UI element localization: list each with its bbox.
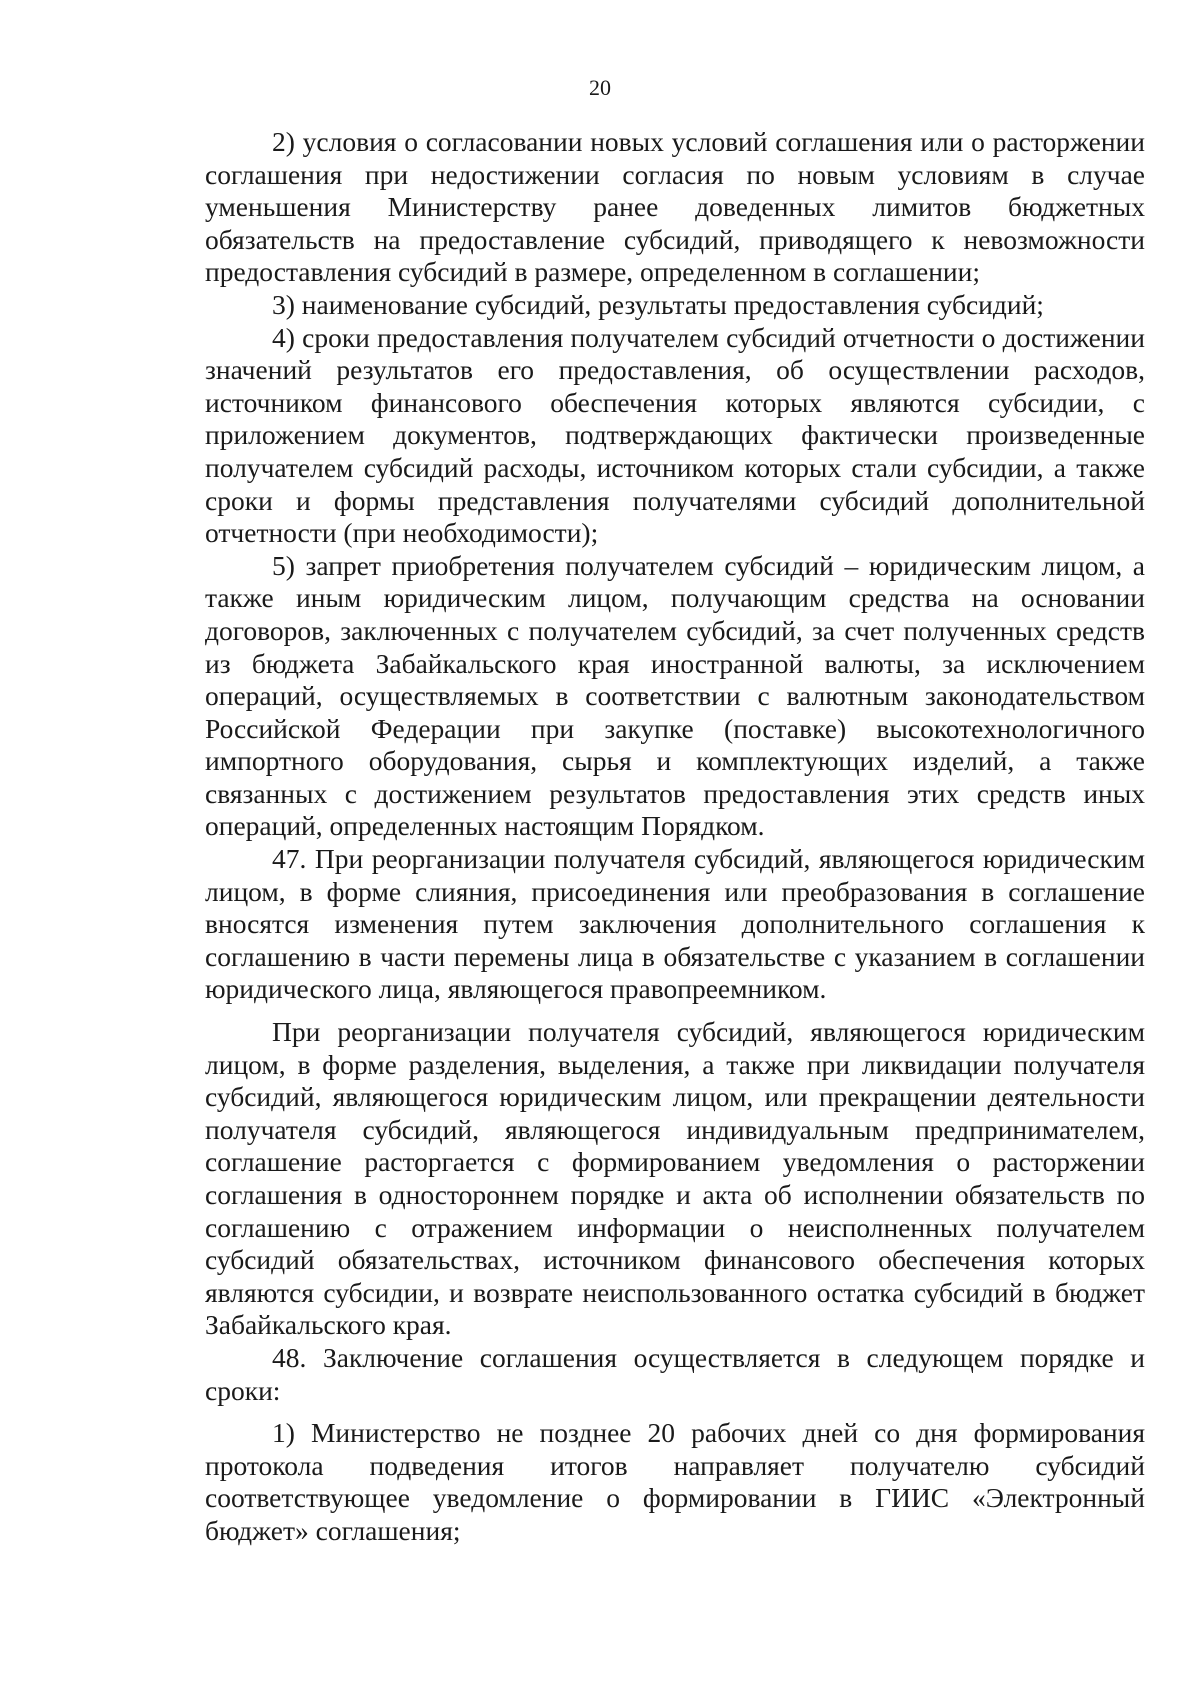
paragraph-item-1: 1) Министерство не позднее 20 рабочих дней со дня формирования протокола подведения итогов направляет получателю субсидий соответствующее уведомление о формировании в ГИИС «Электронный бюджет» соглашения; bbox=[205, 1417, 1145, 1546]
document-body bbox=[205, 126, 1145, 1548]
paragraph-clause-47: 47. При реорганизации получателя субсидий, являющегося юридическим лицом, в форме слияния, присоединения или преобразования в соглашение вносятся изменения путем заключения дополнительного соглашения к соглашению в части перемены лица в обязательстве с указанием в соглашении юридического лица, являющегося правопреемником. bbox=[205, 843, 1145, 1005]
paragraph-item-4: 4) сроки предоставления получателем субсидий отчетности о достижении значений результатов его предоставления, об осуществлении расходов, источником финансового обеспечения которых являются субсидии, с приложением документов, подтверждающих фактически произведенные получателем субсидий расходы, источником которых стали субсидии, а также сроки и формы представления получателями субсидий дополнительной отчетности (при необходимости); bbox=[205, 321, 1145, 549]
paragraph-item-2: 2) условия о согласовании новых условий соглашения или о расторжении соглашения при недостижении согласия по новым условиям в случае уменьшения Министерству ранее доведенных лимитов бюджетных обязательств на предоставление субсидий, приводящего к невозможности предоставления субсидий в размере, определенном в соглашении; bbox=[205, 126, 1145, 288]
paragraph-item-3: 3) наименование субсидий, результаты предоставления субсидий; bbox=[272, 288, 1044, 320]
paragraph-item-5: 5) запрет приобретения получателем субсидий – юридическим лицом, а также иным юридическим лицом, получающим средства на основании договоров, заключенных с получателем субсидий, за счет полученных средств из бюджета Забайкальского края иностранной валюты, за исключением операций, осуществляемых в соответствии с валютным законодательством Российской Федерации при закупке (поставке) высокотехнологичного импортного оборудования, сырья и комплектующих изделий, а также связанных с достижением результатов предоставления этих средств иных операций, определенных настоящим Порядком. bbox=[205, 549, 1145, 842]
paragraph-reorganization: При реорганизации получателя субсидий, являющегося юридическим лицом, в форме разделения, выделения, а также при ликвидации получателя субсидий, являющегося юридическим лицом, или прекращении деятельности получателя субсидий, являющегося индивидуальным предпринимателем, соглашение расторгается с формированием уведомления о расторжении соглашения в одностороннем порядке и акта об исполнении обязательств по соглашению с отражением информации о неисполненных получателем субсидий обязательствах, источником финансового обеспечения которых являются субсидии, и возврате неиспользованного остатка субсидий в бюджет Забайкальского края. bbox=[205, 1016, 1145, 1341]
paragraph-clause-48: 48. Заключение соглашения осуществляется в следующем порядке и сроки: bbox=[205, 1341, 1145, 1406]
page-number: 20 bbox=[589, 75, 611, 100]
